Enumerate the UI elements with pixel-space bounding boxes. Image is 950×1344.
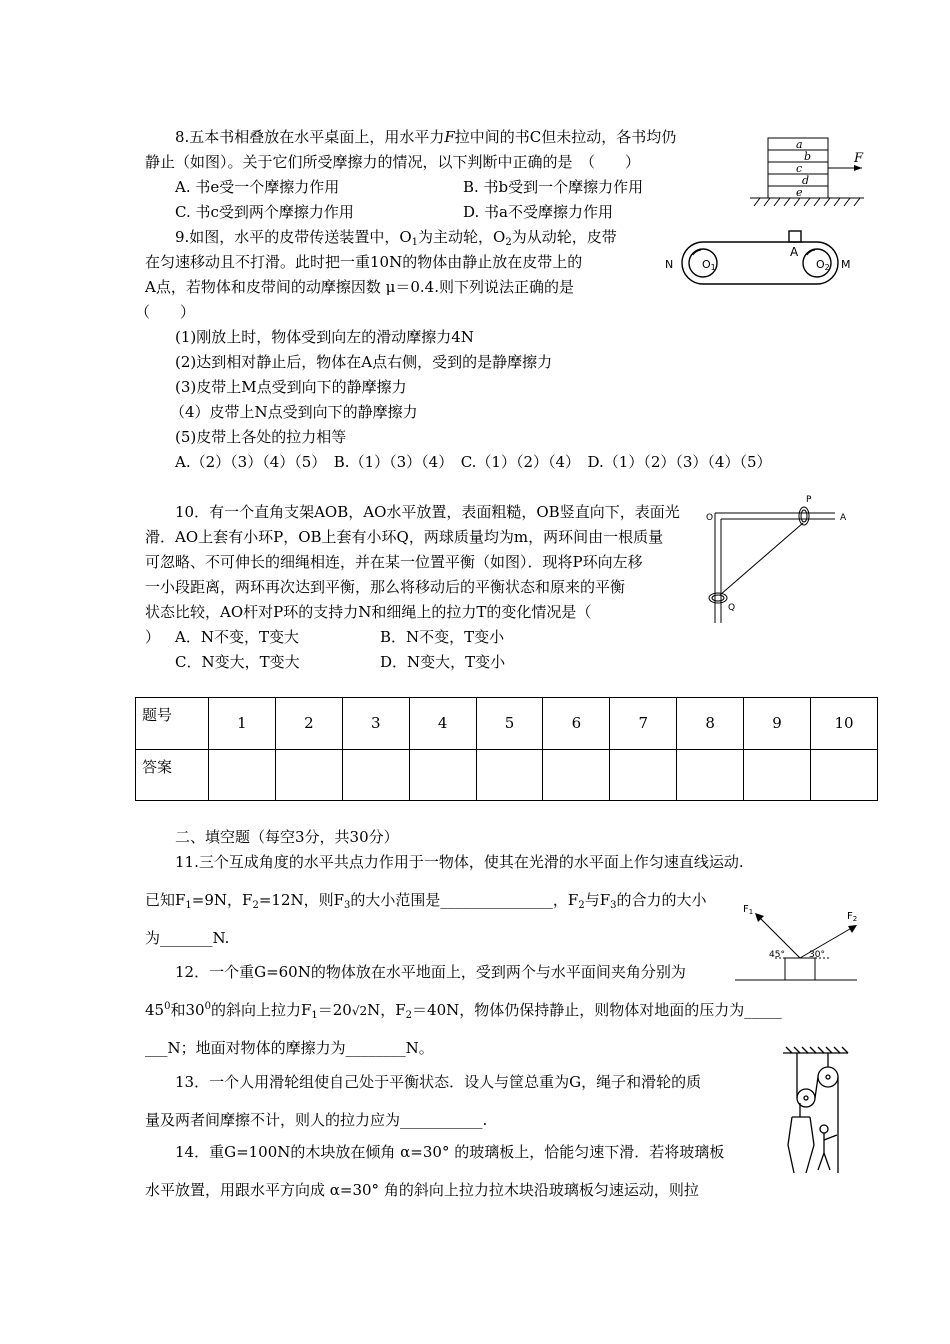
answer-cell[interactable] [677,749,744,801]
table-cell: 3 [342,698,409,750]
label-e: e [796,186,803,199]
string [720,523,803,595]
q9-statement-4: （4）皮带上N点受到向下的静摩擦力 [170,403,418,421]
q9-statement-5: (5)皮带上各处的拉力相等 [175,428,347,446]
table-cell: 2 [275,698,342,750]
book-b [768,150,828,162]
q10-line6: ） [145,628,161,646]
label-f1: $F_1$ [743,904,754,916]
label-angle-30: 30° [809,950,825,960]
q9-statement-1: (1)刚放上时，物体受到向左的滑动摩擦力4N [175,328,474,346]
label-o1: O1 [702,258,716,272]
table-cell: 10 [811,698,878,750]
answer-table [135,697,878,801]
q10-option-b: B．N不变，T变小 [380,628,505,646]
q12-line3: ___N；地面对物体的摩擦力为________N。 [145,1039,434,1057]
label-f: F [854,151,864,166]
q13-line2: 量及两者间摩擦不计，则人的拉力应为___________. [145,1111,488,1129]
q8-option-b: B. 书b受到一个摩擦力作用 [463,178,644,196]
label-f2: $F_2$ [847,911,858,923]
fixed-pulley [818,1067,838,1087]
q14-line2: 水平放置，用跟水平方向成 α=30° 角的斜向上拉力拉木块沿玻璃板匀速运动，则拉 [145,1181,699,1199]
label-a: a [796,138,803,151]
q9-options: A.（2）（3）（4）（5） B.（1）（3）（4） C.（1）（2）（4） D.（1）（2）（3）（4）（5） [175,453,772,471]
q11-line2: 已知$F_1=9N$，$F_2=12N$，则$F_3$的大小范围是_______________，$F_2$与$F_3$的合力的大小 [145,891,707,911]
q12-forces-figure [735,900,860,985]
q9-statement-2: (2)达到相对静止后，物体在A点右侧，受到的是静摩擦力 [175,353,553,371]
q10-line3: 可忽略、不可伸长的细绳相连，并在某一位置平衡（如图）．现将P环向左移 [145,553,643,571]
q9-line4: （ ） [135,303,196,321]
label-d: d [802,174,810,187]
table-cell: 7 [610,698,677,750]
q8-line1: 8.五本书相叠放在水平桌面上，用水平力F拉中间的书C但未拉动，各书均仍 [175,128,677,146]
q9-line2: 在匀速移动且不打滑。此时把一重10N的物体由静止放在皮带上的 [145,253,583,271]
label-p: P [806,495,812,505]
q8-option-c: C. 书c受到两个摩擦力作用 [175,203,354,221]
q12-line2: $45^0$和$30^0$的斜向上拉力$F_1=20√2N$，$F_2=40N$，物体仍保持静止，则物体对地面的压力为_____ [145,1001,782,1021]
table-cell: 4 [409,698,476,750]
q13-pulley-figure [780,1045,855,1180]
object-block [785,958,815,980]
label-c: c [796,162,803,175]
q10-option-a: A．N不变，T变大 [175,628,299,646]
q10-line5: 状态比较，AO杆对P环的支持力N和细绳上的拉力T的变化情况是（ [145,603,592,621]
q10-option-d: D．N变大，T变小 [380,653,506,671]
table-cell: 9 [744,698,811,750]
q9-conveyor-figure [655,228,860,290]
label-q: Q [728,603,736,613]
book-d [768,174,828,186]
q11-line1: 11.三个互成角度的水平共点力作用于一物体，使其在光滑的水平面上作匀速直线运动. [175,853,744,871]
label-a: A [840,513,847,523]
answer-cell[interactable] [209,749,276,801]
person-head [820,1125,828,1133]
table-cell: 1 [209,698,276,750]
table-row-answers [136,749,878,801]
label-b: b [804,150,812,163]
table-cell: 6 [543,698,610,750]
q12-line1: 12．一个重G=60N的物体放在水平地面上，受到两个与水平面间夹角分别为 [175,963,686,981]
q8-option-a: A. 书e受一个摩擦力作用 [175,178,340,196]
basket [788,1117,814,1173]
answer-cell[interactable] [342,749,409,801]
q13-line1: 13．一个人用滑轮组使自己处于平衡状态．设人与筐总重为G，绳子和滑轮的质 [175,1073,702,1091]
answer-cell[interactable] [610,749,677,801]
q10-line4: 一小段距离，两环再次达到平衡，那么将移动后的平衡状态和原来的平衡 [145,578,626,596]
row-label-answer: 答案 [136,749,209,801]
label-o2: O2 [816,258,830,272]
label-o: O [706,513,714,523]
block-on-belt [789,231,801,242]
q10-line1: 10．有一个直角支架AOB，AO水平放置，表面粗糙，OB竖直向下，表面光 [175,503,680,521]
label-m: M [841,258,851,271]
q8-option-d: D. 书a不受摩擦力作用 [463,203,613,221]
row-label-number: 题号 [136,698,209,750]
label-a: A [790,245,799,259]
q10-bracket-figure [700,495,860,625]
answer-cell[interactable] [476,749,543,801]
table-cell: 8 [677,698,744,750]
answer-cell[interactable] [744,749,811,801]
section2-title: 二、填空题（每空3分，共30分） [175,828,399,846]
q9-line3: A点，若物体和皮带间的动摩擦因数 μ＝0.4.则下列说法正确的是 [145,278,574,296]
table-row-numbers [136,698,878,750]
q8-books-figure [750,130,868,208]
answer-cell[interactable] [543,749,610,801]
q11-line3: 为_______N. [145,929,230,947]
q9-line1: 9.如图，水平的皮带传送装置中，$O_1$为主动轮，$O_2$为从动轮，皮带 [175,228,617,248]
belt-left-arc [682,242,703,284]
q14-line1: 14．重G=100N的木块放在倾角 α=30° 的玻璃板上，恰能匀速下滑．若将玻璃板 [175,1143,725,1161]
answer-cell[interactable] [409,749,476,801]
table-cell: 5 [476,698,543,750]
answer-cell[interactable] [811,749,878,801]
q8-line2: 静止（如图）。关于它们所受摩擦力的情况，以下判断中正确的是 （ ） [145,153,641,171]
label-n: N [665,258,674,271]
q10-option-c: C．N变大，T变大 [175,653,300,671]
answer-cell[interactable] [275,749,342,801]
q10-line2: 滑．AO上套有小环P，OB上套有小环Q，两球质量均为m，两环间由一根质量 [145,528,664,546]
q9-statement-3: (3)皮带上M点受到向下的静摩擦力 [175,378,407,396]
label-angle-45: 45° [769,950,785,960]
